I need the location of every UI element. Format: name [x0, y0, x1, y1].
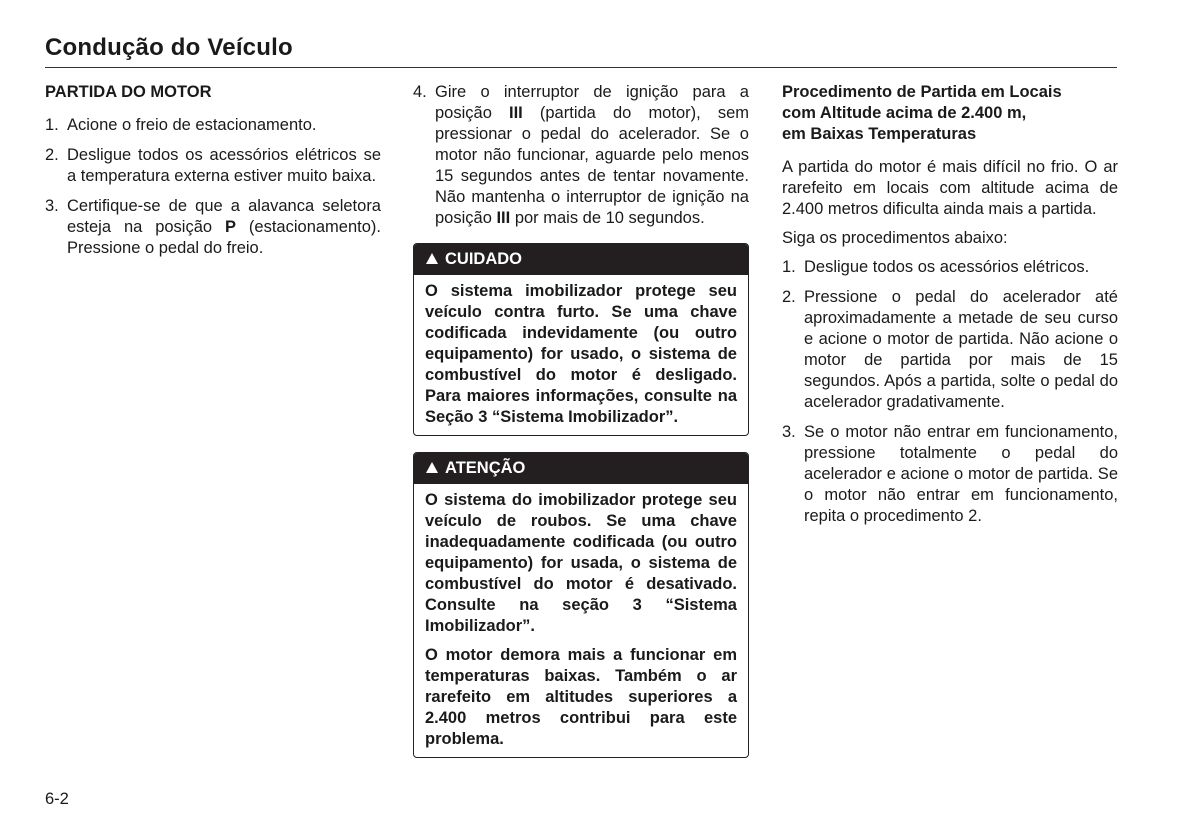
page-title: Condução do Veículo	[45, 34, 293, 61]
list-text: Desligue todos os acessórios elétricos.	[804, 258, 1090, 276]
paragraph: A partida do motor é mais difícil no frio. O ar rarefeito em locais com altitude acima de 2.400 metros dificulta ainda mais a partida.	[782, 158, 1118, 218]
list-text-bold: P	[225, 218, 237, 236]
heading-line: com Altitude acima de 2.400 m,	[782, 104, 1027, 122]
header-rule	[45, 67, 1117, 68]
list-text-part: (estacionamento). Pressione o pedal do freio.	[67, 218, 381, 257]
list-text: Se o motor não entrar em funcionamento, pressione totalmente o pedal do acelerador e acione o motor de partida. Se o motor não entrar em funcionamento, repita o procedimento 2.	[804, 423, 1118, 525]
list-text	[67, 196, 381, 259]
list-text-part: Desligue todos os acessórios elétricos se a temperatura externa estiver muito baixa.	[67, 146, 381, 185]
heading-line: em Baixas Temperaturas	[782, 125, 977, 143]
caution-label: CUIDADO	[445, 250, 522, 268]
column-right	[782, 82, 1118, 536]
attention-header	[414, 453, 748, 484]
caution-header	[414, 244, 748, 275]
list-number: 4.	[413, 83, 427, 101]
list-text	[435, 82, 749, 229]
list-item	[45, 145, 381, 187]
section-heading: PARTIDA DO MOTOR	[45, 83, 212, 101]
list-text-part: Gire o interruptor de ignição para a posição	[435, 83, 749, 122]
attention-box	[413, 452, 749, 758]
caution-body	[414, 275, 748, 435]
list-text	[67, 115, 381, 136]
attention-text-2: O motor demora mais a funcionar em temperaturas baixas. Também o ar rarefeito em altitudes superiores a 2.400 metros contribui para este problema.	[425, 646, 737, 748]
list-text-part: (partida do motor), sem pressionar o pedal do acelerador. Se o motor não funcionar, aguarde pelo menos 15 segundos antes de tentar novamente. Não mantenha o interruptor de ignição na posição	[435, 104, 749, 227]
attention-text-1: O sistema do imobilizador protege seu veículo de roubos. Se uma chave inadequadamente codificada (ou outro equipamento) for usada, o sistema de combustível do motor é desativado. Consulte na seção 3 “Sistema Imobilizador”.	[425, 491, 737, 635]
list-number: 2.	[782, 288, 796, 306]
list-text: Pressione o pedal do acelerador até aproximadamente a metade de seu curso e acione o motor de partida. Não acione o motor de partida por mais de 15 segundos. Após a partida, solte o pedal do acelerador gradativamente.	[804, 288, 1118, 411]
caution-box	[413, 243, 749, 436]
list-number: 1.	[45, 116, 59, 134]
list-text-part: por mais de 10 segundos.	[510, 209, 705, 227]
section-heading	[782, 82, 1118, 145]
list-text	[67, 145, 381, 187]
column-middle	[413, 82, 749, 774]
list-text-bold: III	[496, 209, 511, 227]
warning-triangle-icon	[426, 462, 438, 473]
list-item	[45, 196, 381, 259]
list-item	[45, 115, 381, 136]
list-item	[782, 287, 1118, 413]
list-number: 2.	[45, 146, 59, 164]
paragraph: Siga os procedimentos abaixo:	[782, 229, 1008, 247]
list-item	[782, 422, 1118, 527]
heading-line: Procedimento de Partida em Locais	[782, 83, 1062, 101]
list-text-bold: III	[509, 104, 523, 122]
page-number: 6-2	[45, 790, 69, 808]
attention-body	[414, 484, 748, 757]
list-text-part: Certifique-se de que a alavanca seletora esteja na posição	[67, 197, 381, 236]
list-text-part: Acione o freio de estacionamento.	[67, 116, 317, 134]
list-number: 3.	[782, 423, 796, 441]
list-item	[413, 82, 749, 229]
attention-label: ATENÇÃO	[445, 459, 526, 477]
list-item	[782, 257, 1118, 278]
warning-triangle-icon	[426, 253, 438, 264]
list-number: 3.	[45, 197, 59, 215]
caution-text: O sistema imobilizador protege seu veículo contra furto. Se uma chave codificada indevidamente (ou outro equipamento) for usado, o sistema de combustível do motor é desligado. Para maiores informações, consulte na Seção 3 “Sistema Imobilizador”.	[425, 282, 737, 426]
column-left	[45, 82, 381, 268]
list-number: 1.	[782, 258, 796, 276]
